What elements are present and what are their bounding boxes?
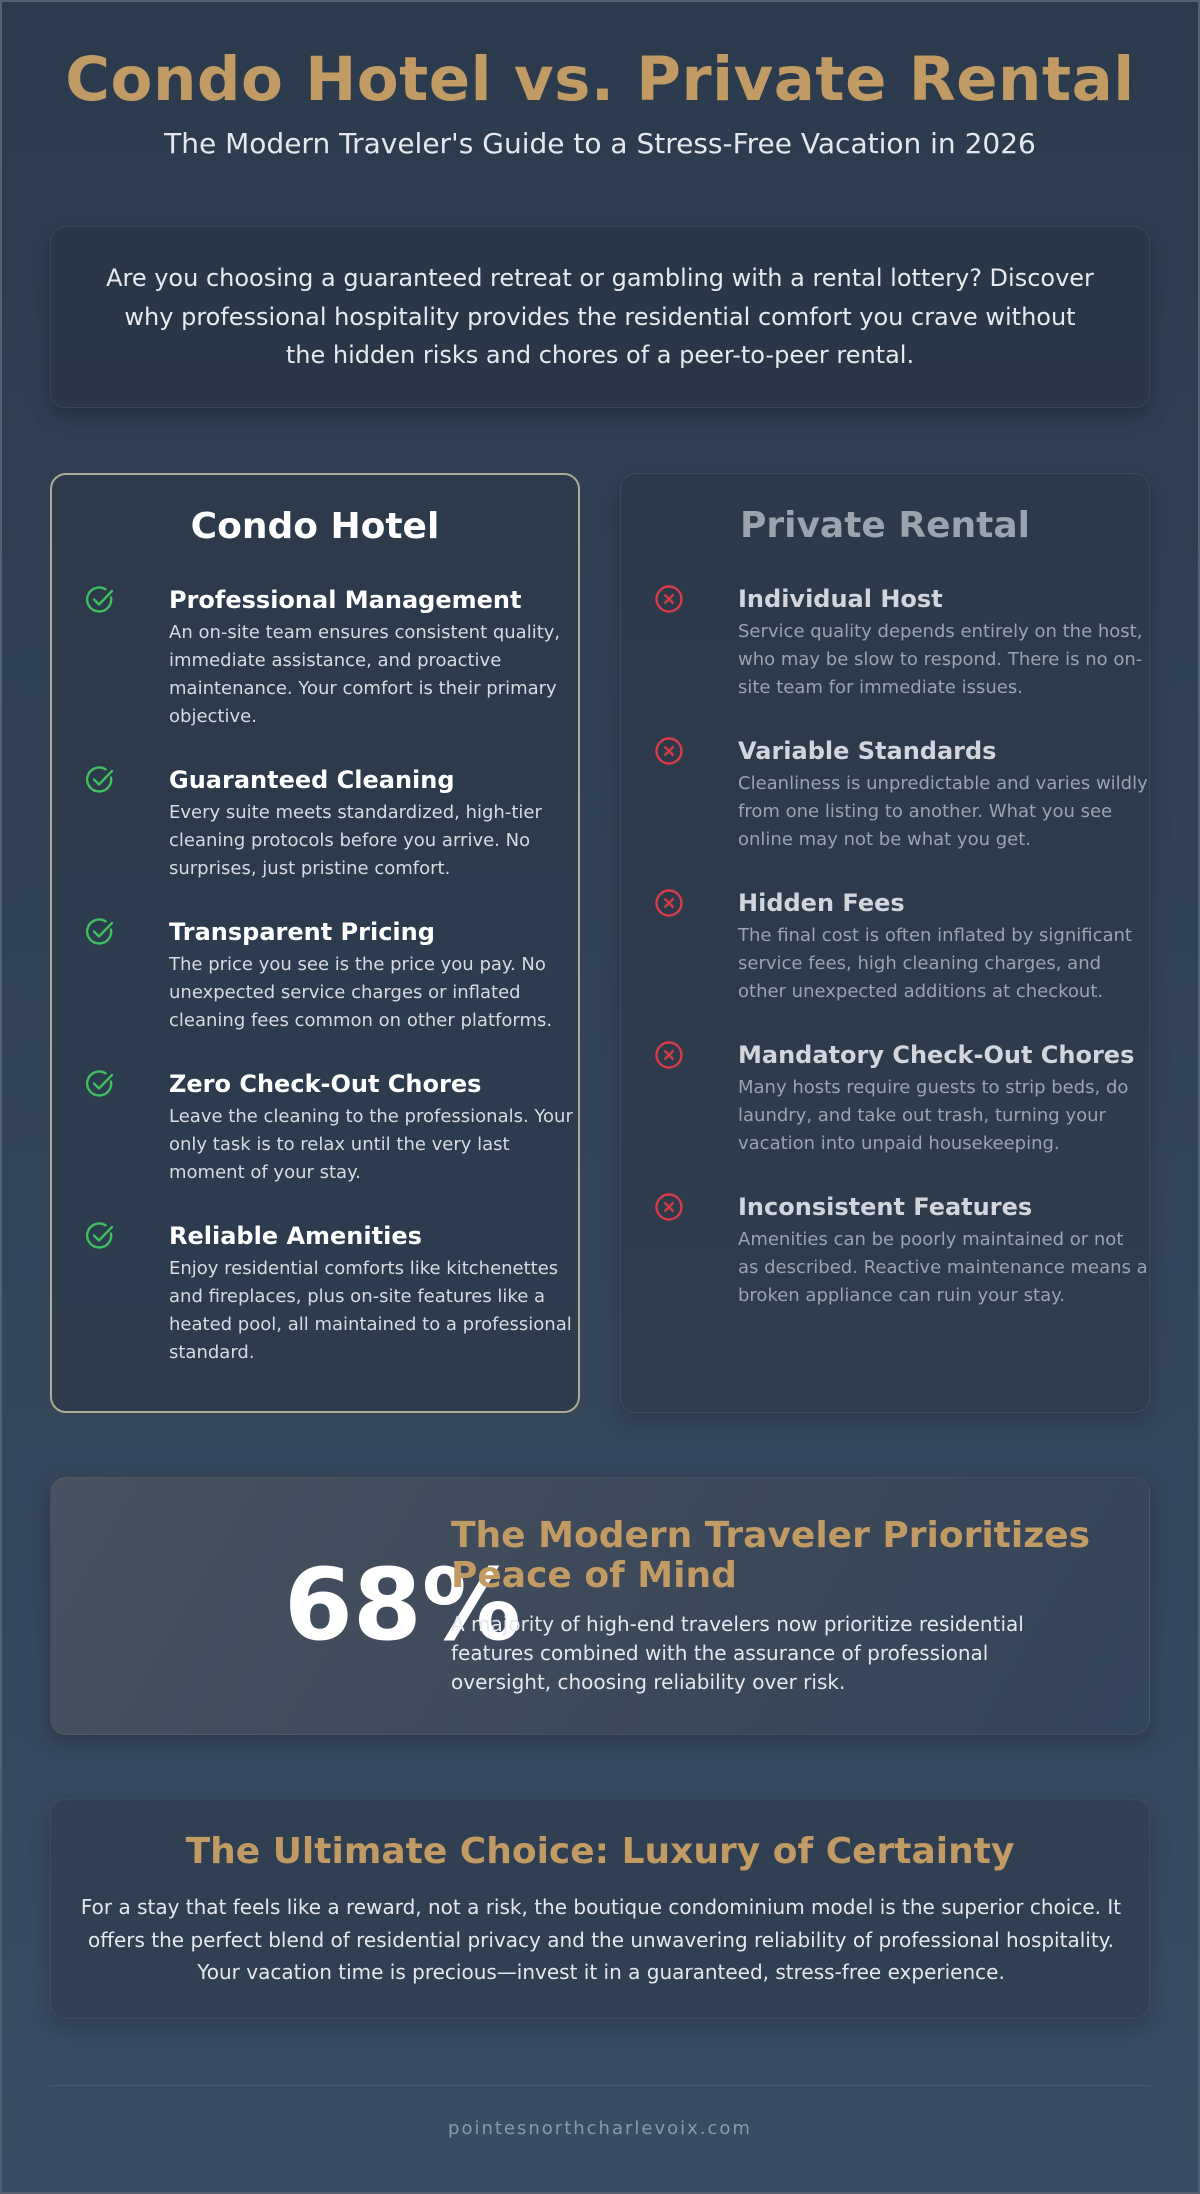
rental-item-text: Many hosts require guests to strip beds, do laundry, and take out trash, turning your vacation into unpaid housekeeping.	[738, 1077, 1129, 1154]
page-title: Condo Hotel vs. Private Rental	[65, 44, 1135, 115]
stat-number: 68%	[284, 1548, 521, 1663]
check-circle-icon	[85, 585, 115, 615]
x-circle-icon	[654, 888, 684, 918]
condo-item-text: Every suite meets standardized, high-tier cleaning protocols before you arrive. No surprises, just pristine comfort.	[169, 802, 542, 879]
condo-item-heading: Professional Management	[169, 586, 522, 614]
page-subtitle: The Modern Traveler's Guide to a Stress-Free Vacation in 2026	[164, 127, 1036, 160]
stat-title: The Modern Traveler Prioritizes Peace of Mind	[451, 1515, 1091, 1596]
x-circle-icon	[654, 1192, 684, 1222]
rental-item-heading: Variable Standards	[738, 737, 997, 765]
header	[0, 44, 1200, 162]
condo-hotel-card	[50, 473, 580, 1413]
stat-text: A majority of high-end travelers now prioritize residential features combined with the assurance of professional oversight, choosing reliability over risk.	[451, 1612, 1024, 1694]
intro-box	[50, 226, 1150, 408]
rental-item-text: Cleanliness is unpredictable and varies wildly from one listing to another. What you see online may not be what you get.	[738, 773, 1148, 850]
rental-item-text: The final cost is often inflated by significant service fees, high cleaning charges, and other unexpected additions at checkout.	[738, 925, 1132, 1002]
intro-text: Are you choosing a guaranteed retreat or gambling with a rental lottery? Discover why professional hospitality provides the residential comfort you crave without the hidden risks and chores of a peer-to-peer rental.	[106, 264, 1094, 369]
condo-item-text: The price you see is the price you pay. No unexpected service charges or inflated cleaning fees common on other platforms.	[169, 954, 553, 1031]
rental-item-heading: Mandatory Check-Out Chores	[738, 1041, 1135, 1069]
footer-divider	[50, 2085, 1150, 2086]
condo-item-heading: Zero Check-Out Chores	[169, 1070, 482, 1098]
private-rental-title: Private Rental	[739, 505, 1030, 546]
conclusion-title: The Ultimate Choice: Luxury of Certainty	[185, 1831, 1015, 1872]
condo-hotel-title: Condo Hotel	[190, 506, 440, 547]
rental-item-text: Amenities can be poorly maintained or not as described. Reactive maintenance means a broken appliance can ruin your stay.	[738, 1229, 1148, 1306]
check-circle-icon	[85, 1069, 115, 1099]
condo-item-text: Leave the cleaning to the professionals. Your only task is to relax until the very last moment of your stay.	[169, 1106, 573, 1183]
condo-item-text: An on-site team ensures consistent quality, immediate assistance, and proactive maintenance. Your comfort is their primary objective.	[169, 622, 561, 727]
check-circle-icon	[85, 765, 115, 795]
conclusion-box	[50, 1799, 1150, 2019]
check-circle-icon	[85, 917, 115, 947]
private-rental-card	[620, 473, 1150, 1413]
footer-domain[interactable]: pointesnorthcharlevoix.com	[448, 2118, 752, 2139]
condo-item-heading: Guaranteed Cleaning	[169, 766, 455, 794]
x-circle-icon	[654, 584, 684, 614]
condo-item-heading: Reliable Amenities	[169, 1222, 422, 1250]
rental-item-heading: Hidden Fees	[738, 889, 905, 917]
stat-panel	[50, 1477, 1150, 1735]
condo-item-text: Enjoy residential comforts like kitchenettes and fireplaces, plus on-site features like a heated pool, all maintained to a professional standard.	[169, 1258, 572, 1363]
condo-item-heading: Transparent Pricing	[169, 918, 435, 946]
rental-item-heading: Inconsistent Features	[738, 1193, 1033, 1221]
rental-item-text: Service quality depends entirely on the host, who may be slow to respond. There is no on-site team for immediate issues.	[738, 621, 1143, 698]
rental-item-heading: Individual Host	[738, 585, 943, 613]
check-circle-icon	[85, 1221, 115, 1251]
x-circle-icon	[654, 736, 684, 766]
x-circle-icon	[654, 1040, 684, 1070]
conclusion-text: For a stay that feels like a reward, not a risk, the boutique condominium model is the superior choice. It offers the perfect blend of residential privacy and the unwavering reliability of professional hospitality. Your vacation time is precious—invest it in a guaranteed, stress-free experience.	[80, 1895, 1122, 1984]
